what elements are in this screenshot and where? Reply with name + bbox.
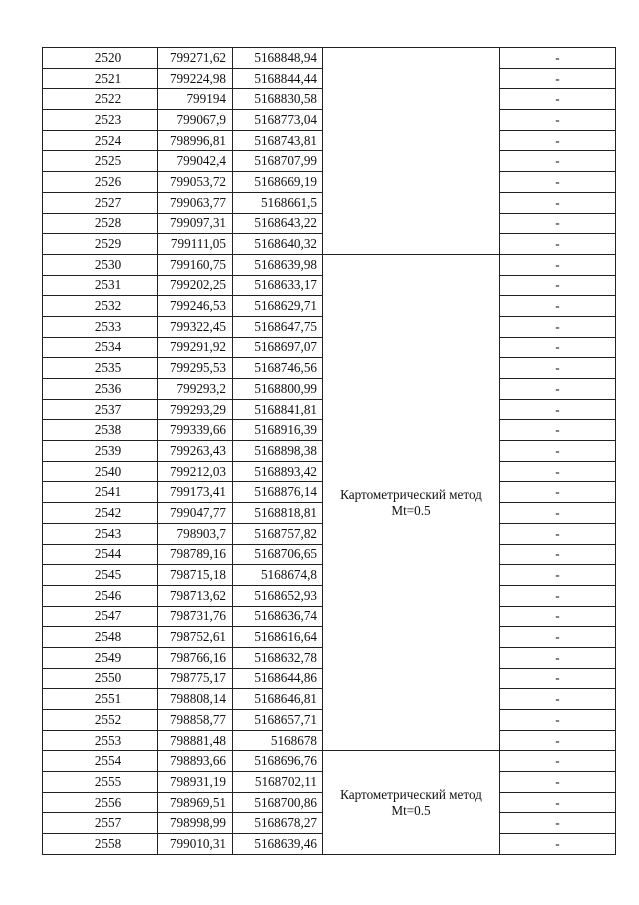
- y-coordinate-cell: 5168848,94: [233, 48, 323, 69]
- x-coordinate-cell: 798996,81: [158, 130, 233, 151]
- y-coordinate-cell: 5168652,93: [233, 585, 323, 606]
- x-coordinate-cell: 799322,45: [158, 316, 233, 337]
- x-coordinate-cell: 798893,66: [158, 751, 233, 772]
- y-coordinate-cell: 5168841,81: [233, 399, 323, 420]
- dash-cell: -: [500, 482, 616, 503]
- y-coordinate-cell: 5168830,58: [233, 89, 323, 110]
- dash-cell: -: [500, 110, 616, 131]
- x-coordinate-cell: 799053,72: [158, 172, 233, 193]
- x-coordinate-cell: 799063,77: [158, 192, 233, 213]
- dash-cell: -: [500, 89, 616, 110]
- y-coordinate-cell: 5168893,42: [233, 461, 323, 482]
- y-coordinate-cell: 5168844,44: [233, 68, 323, 89]
- point-number-cell: 2557: [43, 813, 158, 834]
- dash-cell: -: [500, 503, 616, 524]
- y-coordinate-cell: 5168636,74: [233, 606, 323, 627]
- x-coordinate-cell: 798715,18: [158, 565, 233, 586]
- point-number-cell: 2556: [43, 792, 158, 813]
- y-coordinate-cell: 5168632,78: [233, 647, 323, 668]
- point-number-cell: 2551: [43, 689, 158, 710]
- dash-cell: -: [500, 647, 616, 668]
- dash-cell: -: [500, 565, 616, 586]
- point-number-cell: 2544: [43, 544, 158, 565]
- y-coordinate-cell: 5168898,38: [233, 441, 323, 462]
- dash-cell: -: [500, 379, 616, 400]
- point-number-cell: 2532: [43, 296, 158, 317]
- x-coordinate-cell: 798969,51: [158, 792, 233, 813]
- x-coordinate-cell: 798881,48: [158, 730, 233, 751]
- y-coordinate-cell: 5168916,39: [233, 420, 323, 441]
- point-number-cell: 2548: [43, 627, 158, 648]
- dash-cell: -: [500, 172, 616, 193]
- point-number-cell: 2522: [43, 89, 158, 110]
- dash-cell: -: [500, 358, 616, 379]
- x-coordinate-cell: 799010,31: [158, 834, 233, 855]
- y-coordinate-cell: 5168616,64: [233, 627, 323, 648]
- y-coordinate-cell: 5168646,81: [233, 689, 323, 710]
- dash-cell: -: [500, 275, 616, 296]
- y-coordinate-cell: 5168629,71: [233, 296, 323, 317]
- point-number-cell: 2529: [43, 234, 158, 255]
- x-coordinate-cell: 799224,98: [158, 68, 233, 89]
- point-number-cell: 2552: [43, 710, 158, 731]
- dash-cell: -: [500, 399, 616, 420]
- coordinates-table-body: [43, 48, 616, 855]
- dash-cell: -: [500, 523, 616, 544]
- dash-cell: -: [500, 234, 616, 255]
- y-coordinate-cell: 5168696,76: [233, 751, 323, 772]
- x-coordinate-cell: 799291,92: [158, 337, 233, 358]
- method-accuracy: Mt=0.5: [391, 802, 431, 818]
- x-coordinate-cell: 799111,05: [158, 234, 233, 255]
- method-cell: [323, 254, 500, 751]
- point-number-cell: 2542: [43, 503, 158, 524]
- dash-cell: -: [500, 751, 616, 772]
- dash-cell: -: [500, 130, 616, 151]
- dash-cell: -: [500, 420, 616, 441]
- point-number-cell: 2549: [43, 647, 158, 668]
- point-number-cell: 2528: [43, 213, 158, 234]
- y-coordinate-cell: 5168818,81: [233, 503, 323, 524]
- dash-cell: -: [500, 441, 616, 462]
- x-coordinate-cell: 799212,03: [158, 461, 233, 482]
- y-coordinate-cell: 5168876,14: [233, 482, 323, 503]
- dash-cell: -: [500, 813, 616, 834]
- y-coordinate-cell: 5168678,27: [233, 813, 323, 834]
- table-row: [43, 254, 616, 275]
- table-row: [43, 48, 616, 69]
- x-coordinate-cell: 799293,29: [158, 399, 233, 420]
- dash-cell: -: [500, 254, 616, 275]
- point-number-cell: 2527: [43, 192, 158, 213]
- dash-cell: -: [500, 606, 616, 627]
- point-number-cell: 2555: [43, 772, 158, 793]
- method-accuracy: Mt=0.5: [391, 502, 431, 518]
- x-coordinate-cell: 799263,43: [158, 441, 233, 462]
- x-coordinate-cell: 798858,77: [158, 710, 233, 731]
- point-number-cell: 2540: [43, 461, 158, 482]
- dash-cell: -: [500, 834, 616, 855]
- point-number-cell: 2530: [43, 254, 158, 275]
- point-number-cell: 2541: [43, 482, 158, 503]
- point-number-cell: 2537: [43, 399, 158, 420]
- method-cell: [323, 751, 500, 854]
- y-coordinate-cell: 5168707,99: [233, 151, 323, 172]
- y-coordinate-cell: 5168743,81: [233, 130, 323, 151]
- method-name: Картометрический метод: [340, 786, 482, 802]
- dash-cell: -: [500, 296, 616, 317]
- dash-cell: -: [500, 151, 616, 172]
- coordinates-table: [42, 47, 616, 855]
- y-coordinate-cell: 5168644,86: [233, 668, 323, 689]
- x-coordinate-cell: 798808,14: [158, 689, 233, 710]
- point-number-cell: 2531: [43, 275, 158, 296]
- x-coordinate-cell: 799097,31: [158, 213, 233, 234]
- point-number-cell: 2547: [43, 606, 158, 627]
- y-coordinate-cell: 5168639,98: [233, 254, 323, 275]
- dash-cell: -: [500, 192, 616, 213]
- x-coordinate-cell: 799202,25: [158, 275, 233, 296]
- x-coordinate-cell: 799042,4: [158, 151, 233, 172]
- x-coordinate-cell: 799246,53: [158, 296, 233, 317]
- y-coordinate-cell: 5168700,86: [233, 792, 323, 813]
- y-coordinate-cell: 5168633,17: [233, 275, 323, 296]
- x-coordinate-cell: 798713,62: [158, 585, 233, 606]
- x-coordinate-cell: 799339,66: [158, 420, 233, 441]
- point-number-cell: 2553: [43, 730, 158, 751]
- dash-cell: -: [500, 461, 616, 482]
- y-coordinate-cell: 5168661,5: [233, 192, 323, 213]
- point-number-cell: 2520: [43, 48, 158, 69]
- point-number-cell: 2554: [43, 751, 158, 772]
- y-coordinate-cell: 5168674,8: [233, 565, 323, 586]
- point-number-cell: 2546: [43, 585, 158, 606]
- point-number-cell: 2538: [43, 420, 158, 441]
- dash-cell: -: [500, 585, 616, 606]
- y-coordinate-cell: 5168657,71: [233, 710, 323, 731]
- point-number-cell: 2524: [43, 130, 158, 151]
- y-coordinate-cell: 5168746,56: [233, 358, 323, 379]
- x-coordinate-cell: 798766,16: [158, 647, 233, 668]
- y-coordinate-cell: 5168706,65: [233, 544, 323, 565]
- x-coordinate-cell: 799067,9: [158, 110, 233, 131]
- y-coordinate-cell: 5168773,04: [233, 110, 323, 131]
- x-coordinate-cell: 798931,19: [158, 772, 233, 793]
- y-coordinate-cell: 5168643,22: [233, 213, 323, 234]
- dash-cell: -: [500, 710, 616, 731]
- dash-cell: -: [500, 48, 616, 69]
- point-number-cell: 2536: [43, 379, 158, 400]
- point-number-cell: 2539: [43, 441, 158, 462]
- point-number-cell: 2525: [43, 151, 158, 172]
- y-coordinate-cell: 5168800,99: [233, 379, 323, 400]
- point-number-cell: 2543: [43, 523, 158, 544]
- x-coordinate-cell: 798775,17: [158, 668, 233, 689]
- method-cell-empty: [323, 48, 500, 255]
- x-coordinate-cell: 799194: [158, 89, 233, 110]
- x-coordinate-cell: 799160,75: [158, 254, 233, 275]
- x-coordinate-cell: 798789,16: [158, 544, 233, 565]
- x-coordinate-cell: 798731,76: [158, 606, 233, 627]
- dash-cell: -: [500, 337, 616, 358]
- y-coordinate-cell: 5168669,19: [233, 172, 323, 193]
- point-number-cell: 2521: [43, 68, 158, 89]
- y-coordinate-cell: 5168697,07: [233, 337, 323, 358]
- y-coordinate-cell: 5168639,46: [233, 834, 323, 855]
- method-name: Картометрический метод: [340, 486, 482, 502]
- y-coordinate-cell: 5168678: [233, 730, 323, 751]
- table-row: [43, 751, 616, 772]
- dash-cell: -: [500, 772, 616, 793]
- dash-cell: -: [500, 730, 616, 751]
- x-coordinate-cell: 799271,62: [158, 48, 233, 69]
- x-coordinate-cell: 798998,99: [158, 813, 233, 834]
- x-coordinate-cell: 799295,53: [158, 358, 233, 379]
- x-coordinate-cell: 798903,7: [158, 523, 233, 544]
- dash-cell: -: [500, 213, 616, 234]
- x-coordinate-cell: 799293,2: [158, 379, 233, 400]
- y-coordinate-cell: 5168757,82: [233, 523, 323, 544]
- dash-cell: -: [500, 792, 616, 813]
- point-number-cell: 2526: [43, 172, 158, 193]
- point-number-cell: 2523: [43, 110, 158, 131]
- y-coordinate-cell: 5168640,32: [233, 234, 323, 255]
- point-number-cell: 2558: [43, 834, 158, 855]
- x-coordinate-cell: 799173,41: [158, 482, 233, 503]
- point-number-cell: 2545: [43, 565, 158, 586]
- point-number-cell: 2535: [43, 358, 158, 379]
- dash-cell: -: [500, 544, 616, 565]
- dash-cell: -: [500, 689, 616, 710]
- x-coordinate-cell: 798752,61: [158, 627, 233, 648]
- dash-cell: -: [500, 627, 616, 648]
- point-number-cell: 2533: [43, 316, 158, 337]
- point-number-cell: 2550: [43, 668, 158, 689]
- y-coordinate-cell: 5168647,75: [233, 316, 323, 337]
- dash-cell: -: [500, 668, 616, 689]
- y-coordinate-cell: 5168702,11: [233, 772, 323, 793]
- dash-cell: -: [500, 68, 616, 89]
- x-coordinate-cell: 799047,77: [158, 503, 233, 524]
- point-number-cell: 2534: [43, 337, 158, 358]
- dash-cell: -: [500, 316, 616, 337]
